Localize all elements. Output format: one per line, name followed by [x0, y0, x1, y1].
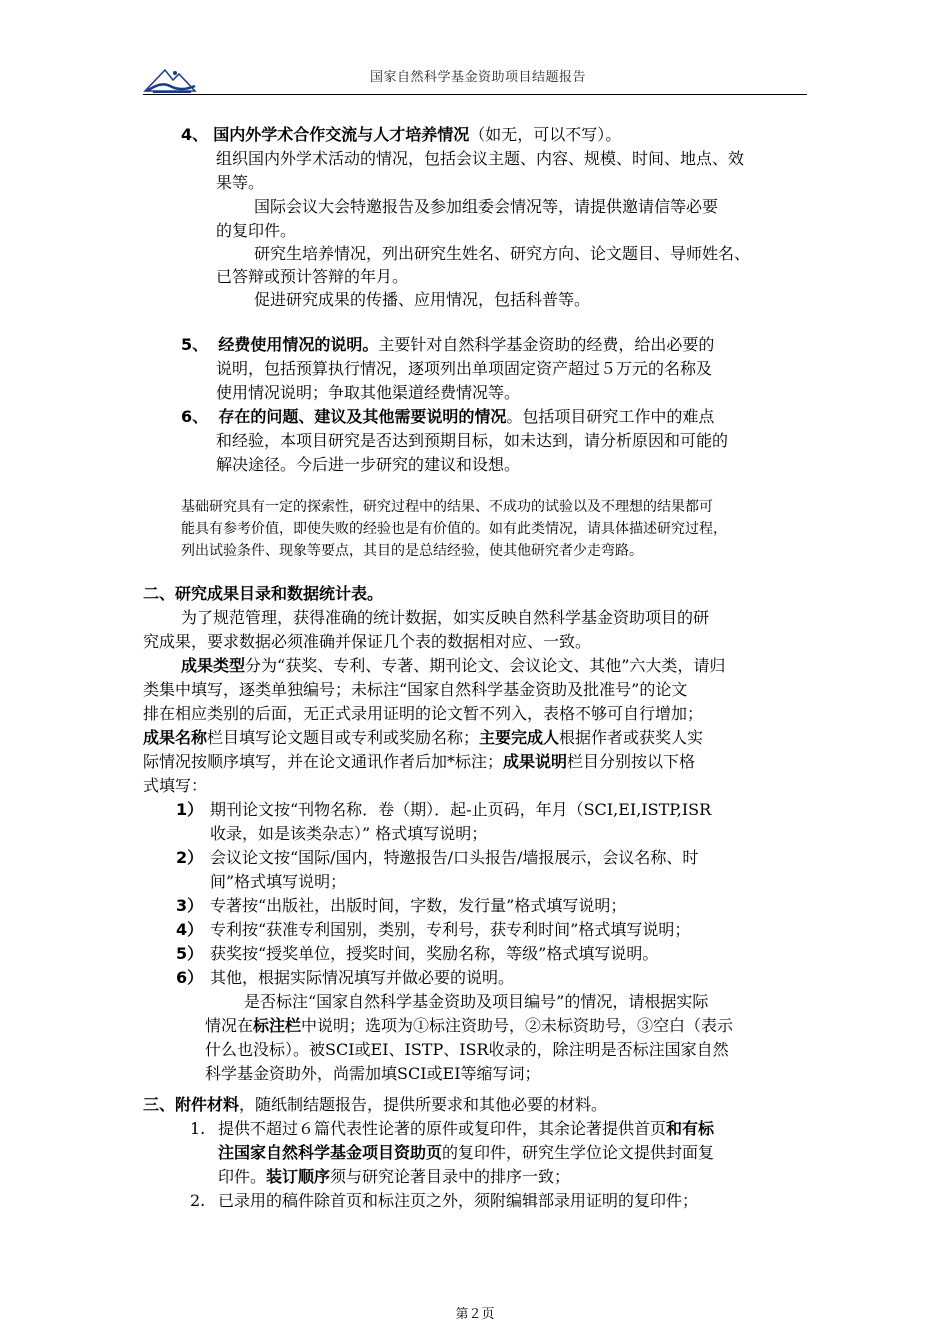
attach-item-number: 2. — [190, 1191, 206, 1210]
list-item-line2: 间”格式填写说明； — [210, 872, 347, 891]
attach-item1-text-b: 的复印件，研究生学位论文提供封面复 — [442, 1143, 715, 1162]
marking-text-a: 情况在 — [205, 1016, 254, 1035]
keyword-binding-order: 装订顺序 — [266, 1167, 331, 1186]
section-4-para1-line1: 组织国内外学术活动的情况，包括会议主题、内容、规模、时间、地点、效 — [216, 149, 745, 168]
list-item — [176, 799, 203, 821]
marking-line1: 是否标注“国家自然科学基金资助及项目编号”的情况，请根据实际 — [244, 992, 709, 1011]
list-item-line2: 收录，如是该类杂志）” 格式填写说明； — [210, 824, 488, 843]
section-5-number: 5、 — [181, 335, 209, 354]
keyword-result-name: 成果名称 — [143, 728, 208, 747]
marking-line2 — [205, 1015, 733, 1037]
marking-line3: 什么也没标）。被SCI或EI、ISTP、ISR收录的，除注明是否标注国家自然 — [205, 1040, 729, 1059]
section-5-line1 — [181, 334, 714, 356]
section-4-heading — [181, 124, 621, 146]
section-4-para1-line2: 果等。 — [216, 173, 265, 192]
list-item-number: 1） — [176, 800, 204, 819]
keyword-attachments: 附件材料 — [175, 1095, 240, 1114]
list-item-line1: 专著按“出版社，出版时间，字数，发行量”格式填写说明； — [210, 896, 627, 915]
section-2-title: 二、研究成果目录和数据统计表。 — [143, 584, 384, 603]
section-5-line3: 使用情况说明；争取其他渠道经费情况等。 — [216, 383, 521, 402]
section-2-p1-line1: 为了规范管理，获得准确的统计数据，如实反映自然科学基金资助项目的研 — [181, 608, 710, 627]
basic-note-line1: 基础研究具有一定的探索性，研究过程中的结果、不成功的试验以及不理想的结果都可 — [181, 499, 713, 515]
attach-item2-line1: 已录用的稿件除首页和标注页之外，须附编辑部录用证明的复印件； — [218, 1191, 699, 1210]
list-item-line1: 其他，根据实际情况填写并做必要的说明。 — [210, 968, 515, 987]
attach-item1-text-a: 提供不超过６篇代表性论著的原件或复印件，其余论著提供首页 — [218, 1119, 667, 1138]
list-item-line1: 期刊论文按“刊物名称．卷（期）．起-止页码，年月（SCI,EI,ISTP,ISR — [210, 800, 712, 819]
keyword-funding-page: 和有标 — [666, 1119, 715, 1138]
list-item — [176, 967, 203, 989]
section-4-note: （如无，可以不写）。 — [469, 125, 622, 144]
section-5-line2: 说明，包括预算执行情况，逐项列出单项固定资产超过５万元的名称及 — [216, 359, 713, 378]
list-item-line1: 会议论文按“国际/国内，特邀报告/口头报告/墙报展示，会议名称、时 — [210, 848, 699, 867]
section-2-p2-text4: 际情况按顺序填写，并在论文通讯作者后加*标注； — [143, 752, 504, 771]
list-item-number: 3） — [176, 896, 204, 915]
section-2-p2-text5: 栏目分别按以下格 — [567, 752, 696, 771]
section-6-line2: 和经验，本项目研究是否达到预期目标，如未达到，请分析原因和可能的 — [216, 431, 729, 450]
section-6-text: 。包括项目研究工作中的难点 — [506, 407, 715, 426]
section-4-para2-line1: 国际会议大会特邀报告及参加组委会情况等，请提供邀请信等必要 — [254, 197, 719, 216]
attach-item1-line2 — [218, 1142, 714, 1164]
section-5-text: 主要针对自然科学基金资助的经费，给出必要的 — [378, 335, 715, 354]
header-rule — [143, 94, 807, 95]
keyword-main-authors: 主要完成人 — [479, 728, 560, 747]
section-4-para4: 促进研究成果的传播、应用情况，包括科普等。 — [254, 290, 591, 309]
keyword-result-desc: 成果说明 — [503, 752, 568, 771]
list-item-number: 6） — [176, 968, 204, 987]
marking-text-b: 中说明；选项为①标注资助号，②未标资助号，③空白（表示 — [301, 1016, 734, 1035]
list-item-number: 5） — [176, 944, 204, 963]
section-2-p2-text2: 栏目填写论文题目或专利或奖励名称； — [207, 728, 480, 747]
section-4-title: 国内外学术合作交流与人才培养情况 — [213, 125, 470, 144]
section-6-line1 — [181, 406, 714, 428]
nsfc-logo-icon — [143, 64, 197, 94]
section-4-para2-line2: 的复印件。 — [216, 221, 297, 240]
section-6-number: 6、 — [181, 407, 209, 426]
section-3-title — [143, 1094, 607, 1116]
header-title: 国家自然科学基金资助项目结题报告 — [370, 70, 587, 85]
attach-item1-line1 — [218, 1118, 714, 1140]
section-2-p2-line1 — [181, 655, 725, 677]
section-2-p2-line3: 排在相应类别的后面，无正式录用证明的论文暂不列入，表格不够可自行增加； — [143, 704, 704, 723]
section-4-number: 4、 — [181, 125, 209, 144]
list-item — [176, 895, 203, 917]
attach-item-number: 1. — [190, 1119, 206, 1138]
section-6-line3: 解决途径。今后进一步研究的建议和设想。 — [216, 455, 521, 474]
keyword-marking-column: 标注栏 — [253, 1016, 302, 1035]
list-item-number: 2） — [176, 848, 204, 867]
basic-note-line2: 能具有参考价值，即使失败的经验也是有价值的。如有此类情况，请具体描述研究过程， — [181, 521, 727, 537]
basic-note-line3: 列出试验条件、现象等要点，其目的是总结经验，使其他研究者少走弯路。 — [181, 543, 643, 559]
list-item — [176, 943, 203, 965]
attach-item1-text-c: 印件。 — [218, 1167, 267, 1186]
section-2-p2-line6: 式填写： — [143, 776, 208, 795]
list-item — [176, 919, 203, 941]
section-2-p2-line4 — [143, 727, 703, 749]
attach-item1-text-d: 须与研究论著目录中的排序一致； — [330, 1167, 571, 1186]
page-number: 第２页 — [455, 1307, 495, 1322]
list-item — [176, 847, 203, 869]
keyword-funding-page-cont: 注国家自然科学基金项目资助页 — [218, 1143, 443, 1162]
section-4-para3-line2: 已答辩或预计答辩的年月。 — [216, 267, 409, 286]
section-3-text: ，随纸制结题报告，提供所要求和其他必要的材料。 — [239, 1095, 608, 1114]
list-item-line1: 专利按“获准专利国别，类别，专利号，获专利时间”格式填写说明； — [210, 920, 691, 939]
list-item-line1: 获奖按“授奖单位，授奖时间，奖励名称，等级”格式填写说明。 — [210, 944, 659, 963]
marking-line4: 科学基金资助外，尚需加填SCI或EI等缩写词； — [205, 1064, 541, 1083]
section-4-para3-line1: 研究生培养情况，列出研究生姓名、研究方向、论文题目、导师姓名、 — [254, 244, 751, 263]
section-6-title: 存在的问题、建议及其他需要说明的情况 — [218, 407, 507, 426]
section-2-p2-text3: 根据作者或获奖人实 — [559, 728, 704, 747]
section-2-p2-line5 — [143, 751, 695, 773]
keyword-result-type: 成果类型 — [181, 656, 246, 675]
section-2-p2-text1: 分为“获奖、专利、专著、期刊论文、会议论文、其他”六大类，请归 — [245, 656, 726, 675]
attach-item1-line3 — [218, 1166, 570, 1188]
section-2-p1-line2: 究成果，要求数据必须准确并保证几个表的数据相对应、一致。 — [143, 632, 592, 651]
section-3-number: 三、 — [143, 1095, 176, 1114]
section-2-p2-line2: 类集中填写，逐类单独编号；未标注“国家自然科学基金资助及批准号”的论文 — [143, 680, 688, 699]
section-5-title: 经费使用情况的说明。 — [218, 335, 379, 354]
list-item-number: 4） — [176, 920, 204, 939]
